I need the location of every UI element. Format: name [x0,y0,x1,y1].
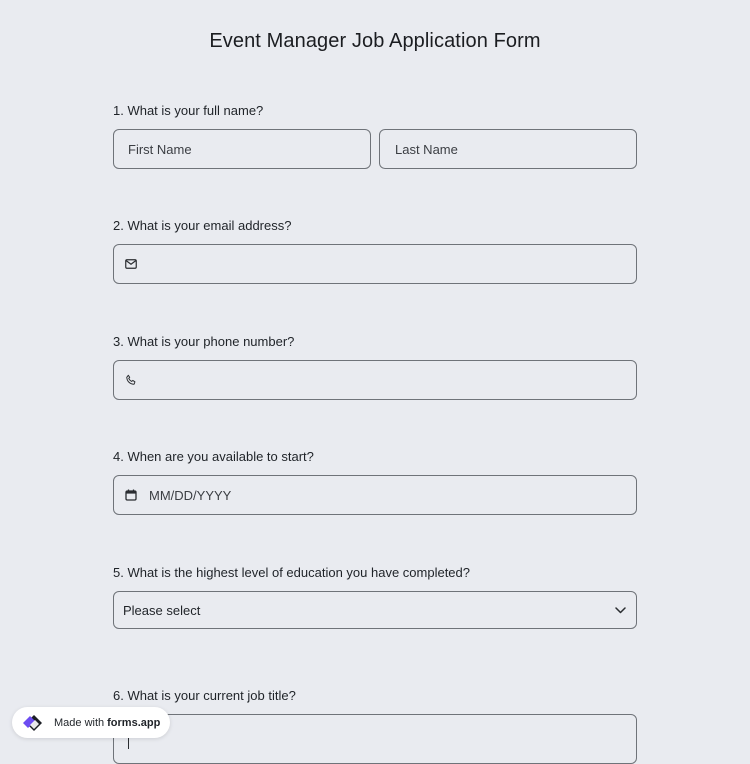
forms-app-logo-icon [20,712,48,734]
education-select[interactable] [113,591,637,629]
made-with-badge[interactable] [12,707,170,738]
start-date-placeholder: MM/DD/YYYY [149,487,232,503]
job-title-input[interactable] [113,714,637,764]
first-name-input[interactable] [113,129,371,169]
question-1-label: 1. What is your full name? [113,103,264,118]
first-name-placeholder: First Name [128,141,192,157]
last-name-input[interactable] [379,129,637,169]
question-2-label: 2. What is your email address? [113,218,292,233]
question-5-label: 5. What is the highest level of education you have completed? [113,565,470,580]
start-date-input[interactable] [113,475,637,515]
question-4-label: 4. When are you available to start? [113,449,314,464]
phone-icon [124,373,138,387]
question-6-label: 6. What is your current job title? [113,688,296,703]
chevron-down-icon [615,607,626,614]
badge-prefix: Made with [54,716,105,729]
form-title: Event Manager Job Application Form [209,30,541,52]
calendar-icon [124,488,138,502]
phone-input[interactable] [113,360,637,400]
mail-icon [124,257,138,271]
education-select-value: Please select [123,602,201,618]
question-3-label: 3. What is your phone number? [113,334,295,349]
email-input[interactable] [113,244,637,284]
badge-brand: forms.app [107,716,161,729]
last-name-placeholder: Last Name [395,141,458,157]
